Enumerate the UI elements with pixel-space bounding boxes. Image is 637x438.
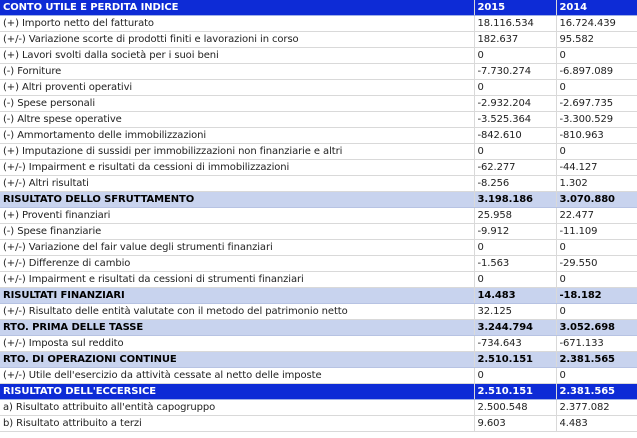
label-cell[interactable]: (+/-) Impairment e risultati da cessioni di strumenti finanziari bbox=[0, 272, 474, 288]
table-row bbox=[0, 416, 637, 432]
value-2014-cell[interactable]: 3.052.698 bbox=[556, 320, 637, 336]
value-2015-cell[interactable]: -3.525.364 bbox=[474, 112, 556, 128]
label-cell[interactable]: (+) Proventi finanziari bbox=[0, 208, 474, 224]
label-cell[interactable]: (+) Lavori svolti dalla società per i suoi beni bbox=[0, 48, 474, 64]
label-cell[interactable]: a) Risultato attribuito all'entità capogruppo bbox=[0, 400, 474, 416]
value-2015-cell[interactable]: 0 bbox=[474, 48, 556, 64]
table-row bbox=[0, 64, 637, 80]
value-2014-cell[interactable]: -18.182 bbox=[556, 288, 637, 304]
value-2015-cell[interactable]: 0 bbox=[474, 144, 556, 160]
value-2014-cell[interactable]: 3.070.880 bbox=[556, 192, 637, 208]
table-row bbox=[0, 240, 637, 256]
value-2015-cell[interactable]: -1.563 bbox=[474, 256, 556, 272]
table-row bbox=[0, 256, 637, 272]
table-row bbox=[0, 368, 637, 384]
value-2015-cell[interactable]: -7.730.274 bbox=[474, 64, 556, 80]
value-2015-cell[interactable]: 9.603 bbox=[474, 416, 556, 432]
label-cell[interactable]: RISULTATI FINANZIARI bbox=[0, 288, 474, 304]
label-cell[interactable]: (+) Importo netto del fatturato bbox=[0, 16, 474, 32]
subtotal-row bbox=[0, 352, 637, 368]
value-2015-cell[interactable]: 2.510.151 bbox=[474, 384, 556, 400]
value-2014-cell[interactable]: 4.483 bbox=[556, 416, 637, 432]
table-row bbox=[0, 336, 637, 352]
value-2014-cell[interactable]: -2.697.735 bbox=[556, 96, 637, 112]
label-cell[interactable]: (+/-) Utile dell'esercizio da attività cessate al netto delle imposte bbox=[0, 368, 474, 384]
table-row bbox=[0, 112, 637, 128]
value-2015-cell[interactable]: 32.125 bbox=[474, 304, 556, 320]
table-row bbox=[0, 272, 637, 288]
table-row bbox=[0, 144, 637, 160]
label-cell[interactable]: (+/-) Imposta sul reddito bbox=[0, 336, 474, 352]
value-2014-cell[interactable]: -6.897.089 bbox=[556, 64, 637, 80]
table-row bbox=[0, 96, 637, 112]
table-row bbox=[0, 304, 637, 320]
value-2014-cell[interactable]: 22.477 bbox=[556, 208, 637, 224]
value-2014-cell[interactable]: 2.381.565 bbox=[556, 352, 637, 368]
value-2014-cell[interactable]: 2.377.082 bbox=[556, 400, 637, 416]
value-2015-cell[interactable]: 0 bbox=[474, 80, 556, 96]
value-2014-cell[interactable]: 2.381.565 bbox=[556, 384, 637, 400]
value-2014-cell[interactable]: -11.109 bbox=[556, 224, 637, 240]
value-2015-cell[interactable]: 2.510.151 bbox=[474, 352, 556, 368]
table-row bbox=[0, 176, 637, 192]
value-2014-cell[interactable]: 0 bbox=[556, 368, 637, 384]
value-2014-cell[interactable]: 0 bbox=[556, 144, 637, 160]
value-2015-cell[interactable]: 2.500.548 bbox=[474, 400, 556, 416]
label-cell[interactable]: RTO. DI OPERAZIONI CONTINUE bbox=[0, 352, 474, 368]
table-row bbox=[0, 400, 637, 416]
subtotal-row bbox=[0, 288, 637, 304]
label-cell[interactable]: (+/-) Variazione scorte di prodotti finiti e lavorazioni in corso bbox=[0, 32, 474, 48]
label-cell[interactable]: (-) Spese personali bbox=[0, 96, 474, 112]
label-cell[interactable]: (-) Altre spese operative bbox=[0, 112, 474, 128]
value-2015-cell[interactable]: 18.116.534 bbox=[474, 16, 556, 32]
label-cell[interactable]: RTO. PRIMA DELLE TASSE bbox=[0, 320, 474, 336]
table-row bbox=[0, 48, 637, 64]
value-2015-cell[interactable]: 0 bbox=[474, 272, 556, 288]
label-cell[interactable]: (-) Forniture bbox=[0, 64, 474, 80]
table-row bbox=[0, 224, 637, 240]
label-cell[interactable]: b) Risultato attribuito a terzi bbox=[0, 416, 474, 432]
label-cell[interactable]: (+/-) Impairment e risultati da cessioni di immobilizzazioni bbox=[0, 160, 474, 176]
value-2014-cell[interactable]: -44.127 bbox=[556, 160, 637, 176]
value-2015-cell[interactable]: 0 bbox=[474, 240, 556, 256]
label-cell[interactable]: RISULTATO DELLO SFRUTTAMENTO bbox=[0, 192, 474, 208]
value-2015-cell[interactable]: 0 bbox=[474, 368, 556, 384]
label-cell[interactable]: (+/-) Variazione del fair value degli strumenti finanziari bbox=[0, 240, 474, 256]
value-2014-cell[interactable]: 0 bbox=[556, 272, 637, 288]
value-2014-cell[interactable]: 0 bbox=[556, 48, 637, 64]
label-cell[interactable]: (+/-) Differenze di cambio bbox=[0, 256, 474, 272]
value-2015-cell[interactable]: 14.483 bbox=[474, 288, 556, 304]
label-cell[interactable]: (+) Altri proventi operativi bbox=[0, 80, 474, 96]
header-year-2014-cell[interactable]: 2014 bbox=[556, 0, 637, 16]
value-2014-cell[interactable]: -29.550 bbox=[556, 256, 637, 272]
header-year-2015-cell[interactable]: 2015 bbox=[474, 0, 556, 16]
total-row bbox=[0, 384, 637, 400]
subtotal-row bbox=[0, 192, 637, 208]
value-2015-cell[interactable]: 3.244.794 bbox=[474, 320, 556, 336]
label-cell[interactable]: RISULTATO DELL'ECCERSICE bbox=[0, 384, 474, 400]
label-cell[interactable]: (+/-) Altri risultati bbox=[0, 176, 474, 192]
value-2015-cell[interactable]: -8.256 bbox=[474, 176, 556, 192]
table-header-row bbox=[0, 0, 637, 16]
value-2015-cell[interactable]: 182.637 bbox=[474, 32, 556, 48]
value-2014-cell[interactable]: 95.582 bbox=[556, 32, 637, 48]
value-2015-cell[interactable]: 3.198.186 bbox=[474, 192, 556, 208]
table-row bbox=[0, 80, 637, 96]
value-2014-cell[interactable]: -671.133 bbox=[556, 336, 637, 352]
value-2015-cell[interactable]: -842.610 bbox=[474, 128, 556, 144]
label-cell[interactable]: (+/-) Risultato delle entità valutate con il metodo del patrimonio netto bbox=[0, 304, 474, 320]
value-2014-cell[interactable]: 1.302 bbox=[556, 176, 637, 192]
value-2014-cell[interactable]: 0 bbox=[556, 240, 637, 256]
subtotal-row bbox=[0, 320, 637, 336]
table-row bbox=[0, 160, 637, 176]
value-2015-cell[interactable]: -2.932.204 bbox=[474, 96, 556, 112]
label-cell[interactable]: (+) Imputazione di sussidi per immobilizzazioni non finanziarie e altri bbox=[0, 144, 474, 160]
table-row bbox=[0, 208, 637, 224]
value-2014-cell[interactable]: 0 bbox=[556, 304, 637, 320]
value-2015-cell[interactable]: 25.958 bbox=[474, 208, 556, 224]
label-cell[interactable]: (-) Ammortamento delle immobilizzazioni bbox=[0, 128, 474, 144]
table-row bbox=[0, 128, 637, 144]
value-2015-cell[interactable]: -734.643 bbox=[474, 336, 556, 352]
value-2015-cell[interactable]: -9.912 bbox=[474, 224, 556, 240]
label-cell[interactable]: (-) Spese finanziarie bbox=[0, 224, 474, 240]
value-2014-cell[interactable]: -3.300.529 bbox=[556, 112, 637, 128]
value-2015-cell[interactable]: -62.277 bbox=[474, 160, 556, 176]
value-2014-cell[interactable]: 0 bbox=[556, 80, 637, 96]
value-2014-cell[interactable]: 16.724.439 bbox=[556, 16, 637, 32]
value-2014-cell[interactable]: -810.963 bbox=[556, 128, 637, 144]
header-label-cell[interactable]: CONTO UTILE E PERDITA INDICE bbox=[0, 0, 474, 16]
table-row bbox=[0, 32, 637, 48]
table-row bbox=[0, 16, 637, 32]
